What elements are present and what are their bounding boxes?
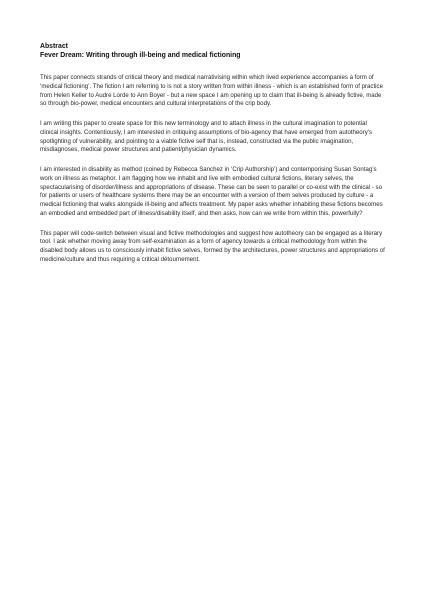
abstract-paragraph-4: This paper will code-switch between visual and fictive methodologies and suggest how autotheory can be engaged as a literary tool. I ask whether moving away from self-examination as a form of agency towards a critical methodology from within the disabled body allows us to consciously inhabit fictive selves, formed by the architectures, power structures and appropriations of medicine/culture and thus requiring a critical détournement. xyxy=(40,229,385,263)
abstract-paragraph-2: I am writing this paper to create space for this new terminology and to attach illness in the cultural imagination to potential clinical insights. Contentiously, I am interested in critiquing assumptions of bio-agency that have emerged from autotheory’s spotlighting of vulnerability, and pointing to a viable fictive self that is, instead, constructed via the public imagination, misdiagnoses, medical power structures and patient/physician dynamics. xyxy=(40,120,373,154)
abstract-paragraph-1: This paper connects strands of critical theory and medical narrativising within which lived experience accompanies a form of ‘medical fictioning’. The fiction I am referring to is not a story written from within illness - which is an established form of practice from Helen Keller to Audre Lorde to Ann Boyer - but a new space I am opening up to claim that ill-being is already fictive, made so through bio-power, medical encounters and cultural interpretations of the crip body. xyxy=(40,74,383,108)
abstract-label: Abstract xyxy=(40,43,68,50)
abstract-body xyxy=(40,74,386,265)
paper-title: Fever Dream: Writing through ill-being and medical fictioning xyxy=(40,52,241,59)
abstract-paragraph-3: I am interested in disability as method (coined by Rebecca Sanchez in ‘Crip Authorship’) and contemporising Susan Sontag’s work on illness as metaphor. I am flagging how we inhabit and live with embodied cultural fictions, literary selves, the spectacularising of disorder/illness and appropriations of disease. These can be seen to parallel or co-exist with the clinical - so for patients or users of healthcare systems there may be an encounter with a version of them selves produced by culture - a medical fictioning that walks alongside ill-being and affects treatment. My paper asks whether inhabiting these fictions becomes an embodied and embedded part of illness/disability itself, and then asks, how can we write from within this, powerfully? xyxy=(40,166,383,217)
